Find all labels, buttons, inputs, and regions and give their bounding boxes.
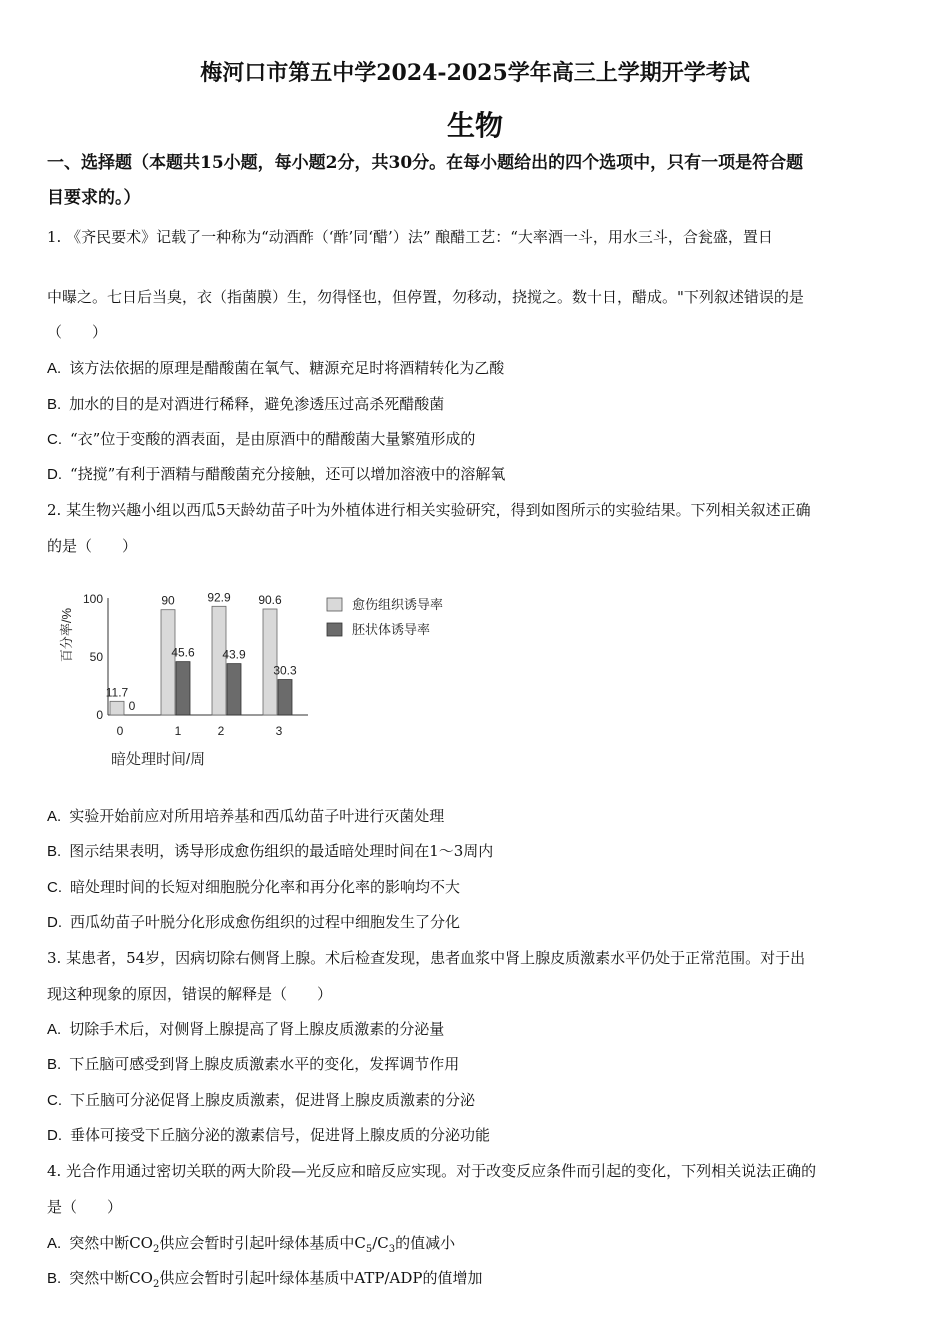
q1-option-c: C. “衣”位于变酸的酒表面，是由原酒中的醋酸菌大量繁殖形成的 xyxy=(47,430,476,448)
bar-callus-0 xyxy=(110,701,124,715)
q1-option-a: A. 该方法依据的原理是醋酸菌在氧气、糖源充足时将酒精转化为乙酸 xyxy=(47,359,505,377)
q3-option-a: A. 切除手术后，对侧肾上腺提高了肾上腺皮质激素的分泌量 xyxy=(47,1020,445,1038)
chart-bars xyxy=(106,590,297,715)
q1-option-d: D. “挠搅”有利于酒精与醋酸菌充分接触，还可以增加溶液中的溶解氧 xyxy=(47,465,506,483)
data-label-callus-3: 90.6 xyxy=(258,592,282,607)
legend-swatch-callus xyxy=(327,598,342,611)
y-tick-100: 100 xyxy=(82,592,103,606)
data-label-embryoid-2: 43.9 xyxy=(222,647,246,662)
legend-swatch-embryoid xyxy=(327,623,342,636)
q4-stem-line2: 是（ ） xyxy=(47,1198,123,1216)
data-label-callus-0: 11.7 xyxy=(105,685,129,700)
x-tick-1: 1 xyxy=(174,724,182,738)
bar-callus-1 xyxy=(161,610,175,715)
subject-title: 生物 xyxy=(446,109,503,142)
legend-label-callus: 愈伤组织诱导率 xyxy=(352,597,444,612)
bar-callus-3 xyxy=(263,609,277,715)
q3-option-b: B. 下丘脑可感受到肾上腺皮质激素水平的变化，发挥调节作用 xyxy=(47,1055,460,1073)
q2-stem-line1: 2. 某生物兴趣小组以西瓜5天龄幼苗子叶为外植体进行相关实验研究，得到如图所示的实验结果。下列相关叙述正确 xyxy=(47,501,811,519)
bar-embryoid-2 xyxy=(227,664,241,715)
q1-stem-line1: 1. 《齐民要术》记载了一种称为“动酒酢（‘酢’同‘醋’）法” 酿醋工艺：“大率酒一斗，用水三斗，合瓮盛，置日 xyxy=(47,228,773,246)
x-tick-2: 2 xyxy=(217,724,225,738)
q4-stem-line1: 4. 光合作用通过密切关联的两大阶段—光反应和暗反应实现。对于改变反应条件而引起的变化，下列相关说法正确的 xyxy=(47,1162,817,1180)
section-heading-line2: 目要求的。） xyxy=(47,188,141,208)
legend-label-embryoid: 胚状体诱导率 xyxy=(352,622,431,637)
data-label-embryoid-0: 0 xyxy=(128,699,136,713)
section-heading-line1: 一、选择题（本题共15小题，每小题2分，共30分。在每小题给出的四个选项中，只有一项是符合题 xyxy=(47,153,804,173)
q1-answer-bracket: （ ） xyxy=(47,323,108,341)
data-label-callus-1: 90 xyxy=(161,593,175,608)
data-label-embryoid-1: 45.6 xyxy=(171,645,195,660)
q1-stem-line2: 中曝之。七日后当臭，衣（指菌膜）生，勿得怪也，但停置，勿移动，挠搅之。数十日，醋成。"下列叙述错误的是 xyxy=(47,288,804,306)
chart-ylabel: 百分率/% xyxy=(59,607,74,663)
x-tick-0: 0 xyxy=(116,724,124,738)
q3-option-c: C. 下丘脑可分泌促肾上腺皮质激素，促进肾上腺皮质激素的分泌 xyxy=(47,1091,476,1109)
q2-option-d: D. 西瓜幼苗子叶脱分化形成愈伤组织的过程中细胞发生了分化 xyxy=(47,913,461,931)
x-tick-3: 3 xyxy=(275,724,283,738)
q4-option-a: A. 突然中断$CO_2$供应会暂时引起叶绿体基质中$C_5/C_3$的值减小 xyxy=(47,1234,456,1255)
y-tick-0: 0 xyxy=(96,708,103,722)
q2-option-b: B. 图示结果表明，诱导形成愈伤组织的最适暗处理时间在1～3周内 xyxy=(47,842,494,860)
q2-option-a: A. 实验开始前应对所用培养基和西瓜幼苗子叶进行灭菌处理 xyxy=(47,807,445,825)
bar-chart xyxy=(50,580,490,775)
bar-embryoid-1 xyxy=(176,662,190,715)
y-tick-50: 50 xyxy=(89,650,103,664)
q3-stem-line1: 3. 某患者，54岁，因病切除右侧肾上腺。术后检查发现，患者血浆中肾上腺皮质激素水平仍处于正常范围。对于出 xyxy=(47,949,806,967)
chart-xlabel: 暗处理时间/周 xyxy=(111,751,206,768)
exam-title: 梅河口市第五中学2024-2025学年高三上学期开学考试 xyxy=(200,60,750,86)
bar-embryoid-3 xyxy=(278,680,292,715)
data-label-embryoid-3: 30.3 xyxy=(273,663,297,678)
q2-option-c: C. 暗处理时间的长短对细胞脱分化率和再分化率的影响均不大 xyxy=(47,878,461,896)
data-label-callus-2: 92.9 xyxy=(207,590,231,605)
q3-stem-line2: 现这种现象的原因，错误的解释是（ ） xyxy=(47,985,333,1003)
q2-stem-line2: 的是（ ） xyxy=(47,537,138,555)
q1-option-b: B. 加水的目的是对酒进行稀释，避免渗透压过高杀死醋酸菌 xyxy=(47,395,445,413)
q3-option-d: D. 垂体可接受下丘脑分泌的激素信号，促进肾上腺皮质的分泌功能 xyxy=(47,1126,491,1144)
q4-option-b: B. 突然中断$CO_2$供应会暂时引起叶绿体基质中ATP/ADP的值增加 xyxy=(47,1269,483,1290)
